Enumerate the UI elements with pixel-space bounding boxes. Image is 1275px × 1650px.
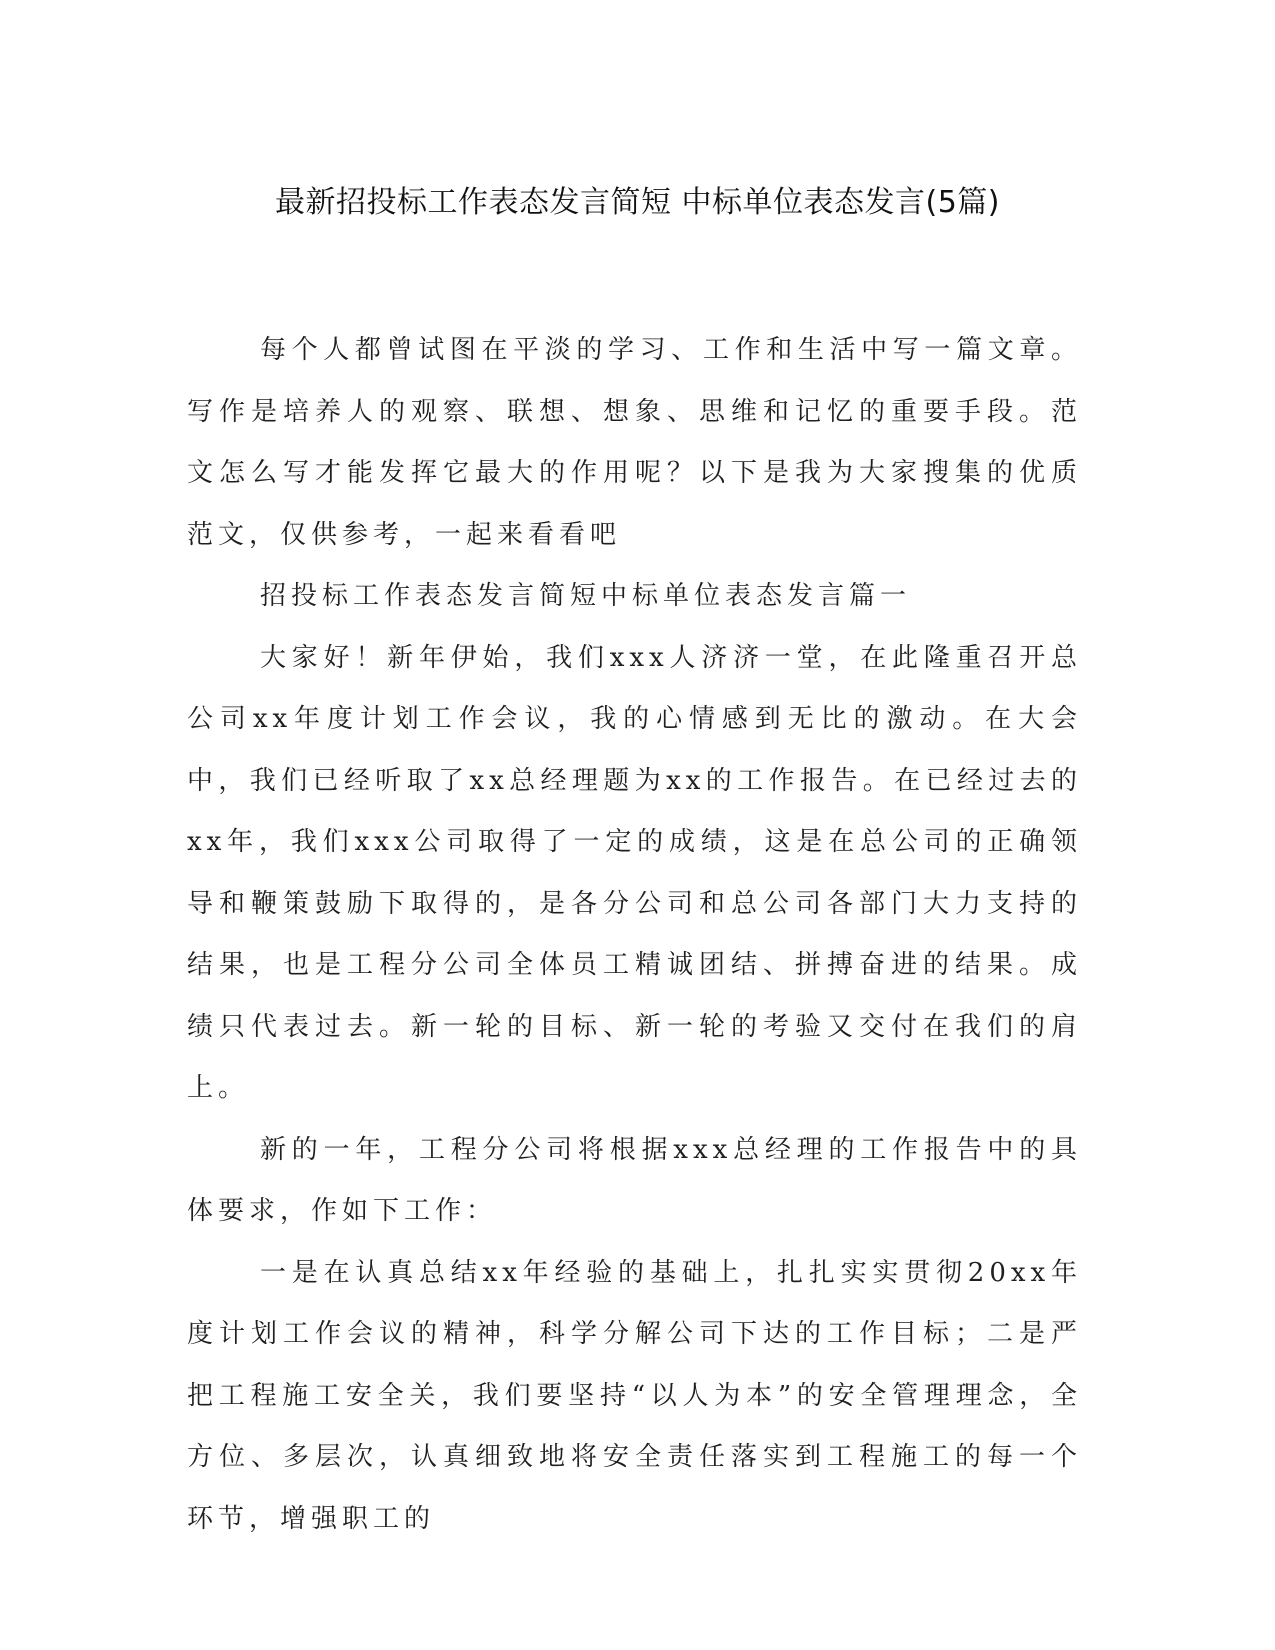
section-heading: 招投标工作表态发言简短中标单位表态发言篇一 [260,581,912,611]
paragraph-greeting: 大家好！新年伊始，我们xxx人济济一堂，在此隆重召开总公司xx年度计划工作会议，我的心情感到无比的激动。在大会中，我们已经听取了xx总经理题为xx的工作报告。在已经过去的xx年，我们xxx公司取得了一定的成绩，这是在总公司的正确领导和鞭策鼓励下取得的，是各分公司和总公司各部门大力支持的结果，也是工程分公司全体员工精诚团结、拼搏奋进的结果。成绩只代表过去。新一轮的目标、新一轮的考验又交付在我们的肩上。 [187,642,1082,1103]
paragraph-new-year: 新的一年，工程分公司将根据xxx总经理的工作报告中的具体要求，作如下工作： [187,1134,1082,1226]
document-body [187,320,1082,1550]
document-title: 最新招投标工作表态发言简短 中标单位表态发言(5篇) [274,185,1001,220]
paragraph-work-items: 一是在认真总结xx年经验的基础上，扎扎实实贯彻20xx年度计划工作会议的精神，科学分解公司下达的工作目标；二是严把工程施工安全关，我们要坚持“以人为本”的安全管理理念，全方位、多层次，认真细致地将安全责任落实到工程施工的每一个环节，增强职工的 [187,1257,1082,1534]
paragraph-intro: 每个人都曾试图在平淡的学习、工作和生活中写一篇文章。写作是培养人的观察、联想、想象、思维和记忆的重要手段。范文怎么写才能发挥它最大的作用呢？以下是我为大家搜集的优质范文，仅供参考，一起来看看吧 [187,335,1082,550]
